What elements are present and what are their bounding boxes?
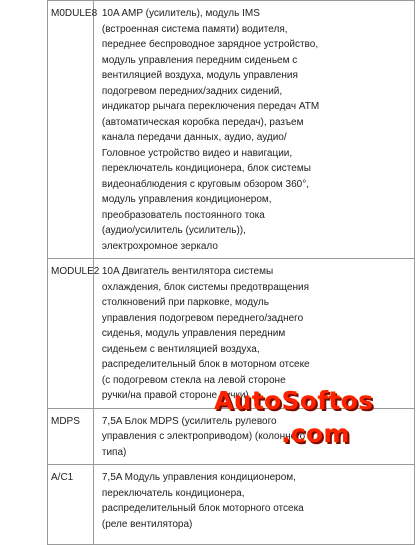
description-line: модуль управления кондиционером, (101, 194, 272, 205)
description-line: преобразователь постоянного тока (101, 209, 265, 221)
table-row (48, 465, 415, 545)
description-line: (встроенная система памяти) водителя, (101, 23, 288, 35)
description-line: видеонаблюдения с круговым обзором 360°, (101, 178, 309, 190)
description-line: столкновений при парковке, модуль (101, 297, 269, 308)
description-line: вентиляцией воздуха, модуль управления (101, 70, 298, 81)
description-line: сиденья, модуль управления передним (101, 328, 286, 339)
description-line: Головное устройство видео и навигации, (101, 147, 293, 159)
description-line: индикатор рычага переключения передач АТМ (101, 101, 320, 112)
description-line: управления с электроприводом) (колонного (101, 431, 306, 442)
description-line: канала передачи данных, аудио, аудио/ (101, 132, 287, 143)
description-line: 7,5A Модуль управления кондиционером, (101, 472, 296, 483)
description-line: (автоматическая коробка передач), разъем (101, 116, 304, 128)
table-row (48, 1, 415, 259)
description-line: (аудио/усилитель (усилитель)), (101, 225, 246, 236)
description-line: электрохромное зеркало (101, 240, 218, 252)
fuse-description-cell (93, 465, 414, 545)
description-line: (реле вентилятора) (101, 518, 193, 530)
description-line: 7,5A Блок MDPS (усилитель рулевого (101, 415, 277, 427)
table-row (48, 408, 415, 465)
description-line: подогревом передних/задних сидений, (101, 85, 283, 97)
description-line: переключатель кондиционера, блок системы (101, 163, 311, 174)
description-line: переднее беспроводное зарядное устройство, (101, 39, 319, 50)
description-line: охлаждения, блок системы предотвращения (101, 281, 309, 293)
fuse-name-cell: MDPS (48, 408, 94, 465)
fuse-name-cell: A/C1 (48, 465, 94, 545)
description-line: типа) (101, 446, 127, 458)
description-line: распределительный блок моторного отсека (101, 503, 304, 514)
description-line: распределительный блок в моторном отсеке (101, 359, 310, 370)
watermark-domain-text: .com (281, 419, 350, 448)
fuse-name-cell: M0DULE8 (48, 1, 94, 259)
description-line: управления подогревом переднего/заднего (101, 312, 304, 324)
watermark-logo-text: AutoSoftos (214, 386, 374, 415)
fuse-table (47, 0, 415, 545)
fuse-description-cell (93, 408, 414, 465)
description-line: модуль управления передним сиденьем с (101, 54, 298, 66)
description-line: 10A AMP (усилитель), модуль IMS (101, 8, 260, 19)
fuse-name-cell: MODULE2 (48, 259, 94, 409)
description-line: ручки/на правой стороне ручки) (101, 390, 249, 401)
description-line: (с подогревом стекла на левой стороне (101, 374, 286, 386)
description-line: сиденьем с вентиляцией воздуха, (101, 343, 260, 355)
fuse-description-cell (93, 1, 414, 259)
description-line: 10A Двигатель вентилятора системы (101, 266, 274, 277)
description-line: переключатель кондиционера, (101, 487, 245, 499)
